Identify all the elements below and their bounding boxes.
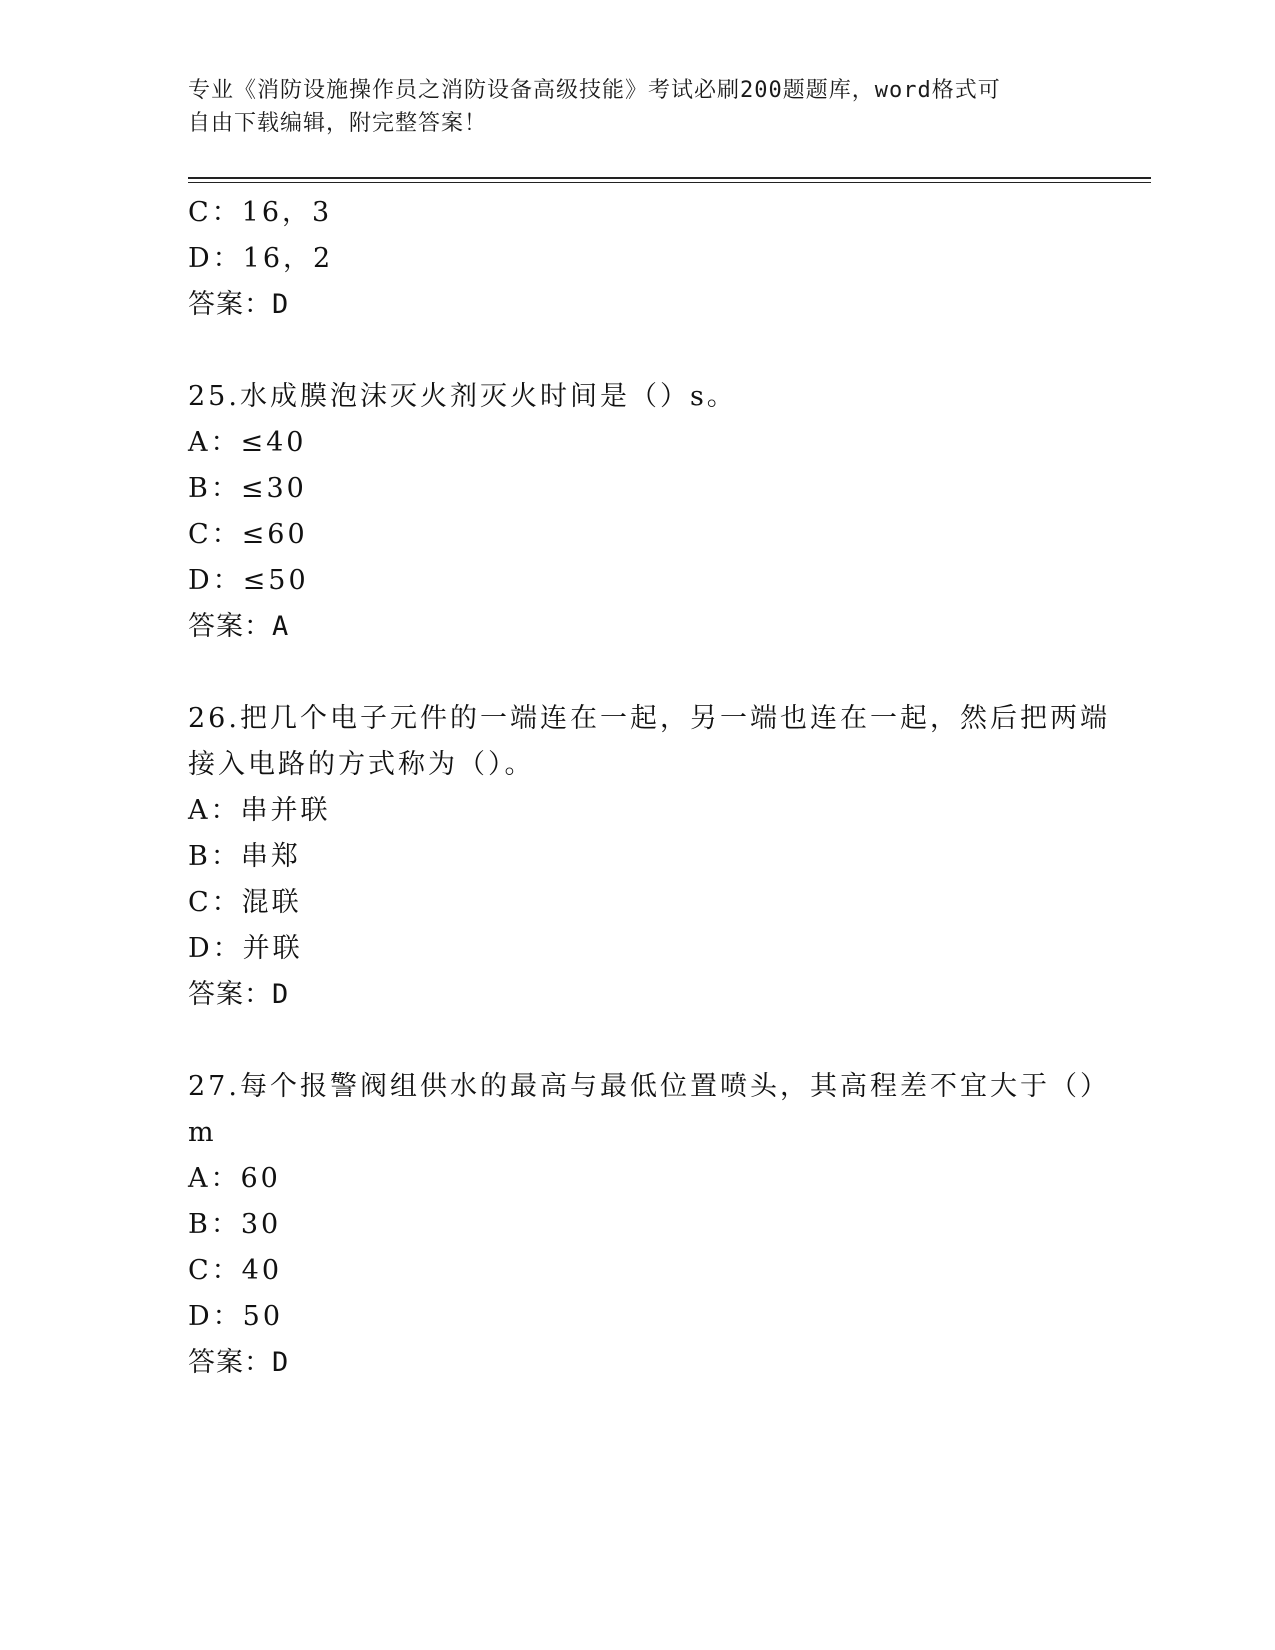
option-b: B：30 <box>188 1209 282 1240</box>
question-25 <box>188 374 1088 650</box>
answer-line: 答案：A <box>188 611 290 642</box>
option-a: A：串并联 <box>188 795 331 826</box>
page-header <box>188 74 1068 140</box>
question-stem-line-2: m <box>188 1117 217 1148</box>
answer-line: 答案：D <box>188 1347 290 1378</box>
question-stem-line-1: 27.每个报警阀组供水的最高与最低位置喷头，其高程差不宜大于（） <box>188 1071 1110 1102</box>
option-a: A：60 <box>188 1163 281 1194</box>
option-c: C：16，3 <box>188 197 333 228</box>
question-27 <box>188 1064 1110 1386</box>
question-stem: 25.水成膜泡沫灭火剂灭火时间是（）s。 <box>188 381 737 412</box>
header-divider-thin <box>188 182 1151 183</box>
option-d: D：50 <box>188 1301 284 1332</box>
spacer <box>188 328 1088 374</box>
option-c: C：混联 <box>188 887 302 918</box>
header-divider-thick <box>188 177 1151 179</box>
spacer <box>188 650 1088 696</box>
option-c: C：≤60 <box>188 519 308 550</box>
document-body <box>188 190 1110 1386</box>
question-26 <box>188 696 1110 1018</box>
option-d: D：并联 <box>188 933 303 964</box>
question-stem-line-2: 接入电路的方式称为（）。 <box>188 749 535 780</box>
header-line-1: 专业《消防设施操作员之消防设备高级技能》考试必刷200题题库，word格式可 <box>188 78 1001 103</box>
option-a: A：≤40 <box>188 427 307 458</box>
option-b: B：串郑 <box>188 841 301 872</box>
question-24-tail <box>188 190 1088 328</box>
question-stem-line-1: 26.把几个电子元件的一端连在一起，另一端也连在一起，然后把两端 <box>188 703 1110 734</box>
option-b: B：≤30 <box>188 473 307 504</box>
header-line-2: 自由下载编辑，附完整答案！ <box>188 111 488 136</box>
option-c: C：40 <box>188 1255 283 1286</box>
option-d: D：16，2 <box>188 243 334 274</box>
answer-line: 答案：D <box>188 289 290 320</box>
answer-line: 答案：D <box>188 979 290 1010</box>
spacer <box>188 1018 1088 1064</box>
option-d: D：≤50 <box>188 565 309 596</box>
